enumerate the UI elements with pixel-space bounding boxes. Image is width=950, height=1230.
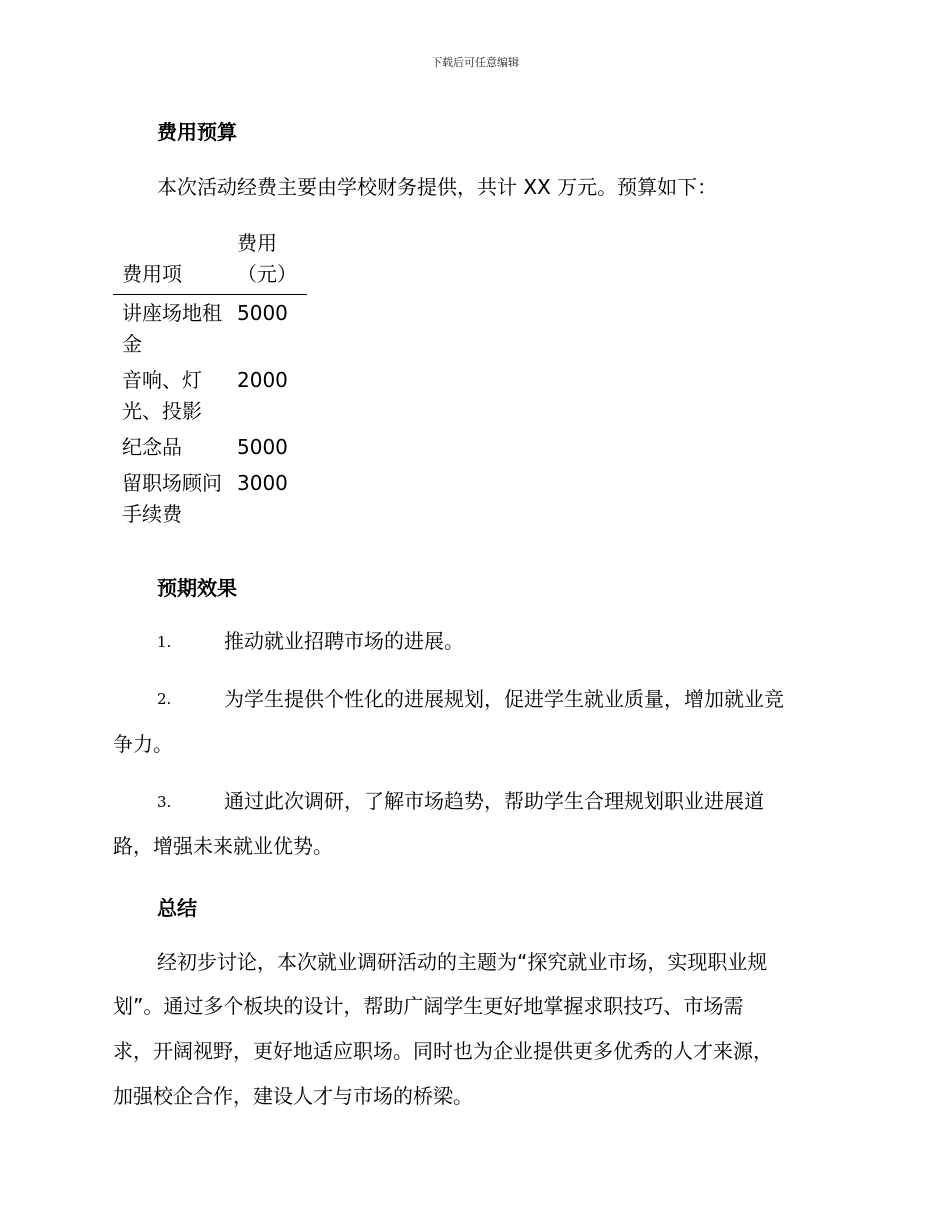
budget-item-cell: 留职场顾问手续费: [122, 471, 222, 526]
summary-line: 经初步讨论，本次就业调研活动的主题为“探究就业市场，实现职业规: [157, 950, 768, 974]
budget-item-cell: 纪念品: [122, 435, 182, 459]
table-row: [113, 295, 307, 363]
summary-line: 划”。通过多个板块的设计，帮助广阔学生更好地掌握求职技巧、市场需: [113, 994, 744, 1018]
list-item-text: 推动就业招聘市场的进展。: [224, 629, 464, 653]
budget-item-cell: 讲座场地租金: [122, 301, 222, 356]
table-row: [113, 429, 307, 465]
budget-cost-cell: 3000: [237, 471, 288, 495]
budget-item-cell: 音响、灯光、投影: [122, 368, 202, 423]
list-item-text: 为学生提供个性化的进展规划，促进学生就业质量，增加就业竞: [224, 687, 784, 711]
table-row: [113, 362, 307, 429]
summary-line: 加强校企合作，建设人才与市场的桥梁。: [113, 1084, 473, 1108]
list-item-text-continued: 路，增强未来就业优势。: [113, 834, 333, 858]
budget-table: [113, 228, 307, 532]
summary-line: 求，开阔视野，更好地适应职场。同时也为企业提供更多优秀的人才来源，: [113, 1039, 773, 1063]
page-header-note: 下载后可任意编辑: [431, 56, 519, 69]
budget-cost-cell: 5000: [237, 301, 288, 325]
budget-cost-cell: 5000: [237, 435, 288, 459]
summary-heading: 总结: [157, 896, 197, 920]
list-item-text: 通过此次调研，了解市场趋势，帮助学生合理规划职业进展道: [224, 789, 764, 813]
budget-heading: 费用预算: [157, 120, 237, 144]
budget-col-cost-header: 费用（元）: [234, 228, 307, 295]
budget-table-header-row: [113, 228, 307, 295]
table-row: [113, 465, 307, 532]
effects-heading: 预期效果: [157, 576, 237, 600]
budget-cost-cell: 2000: [237, 368, 288, 392]
list-item-number: 2.: [157, 690, 172, 708]
list-item-text-continued: 争力。: [113, 732, 173, 756]
budget-intro: 本次活动经费主要由学校财务提供，共计 XX 万元。预算如下：: [157, 175, 718, 199]
list-item-number: 1.: [157, 633, 172, 651]
list-item-number: 3.: [157, 793, 172, 811]
budget-col-item-header: 费用项: [113, 228, 234, 295]
